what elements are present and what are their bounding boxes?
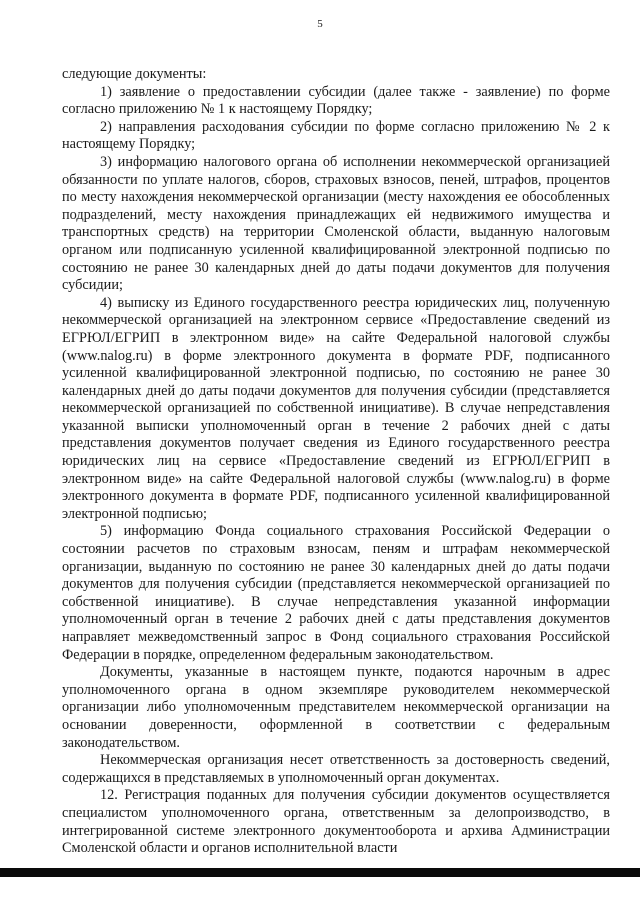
scan-edge-bar: [0, 868, 640, 877]
paragraph: следующие документы:: [62, 66, 207, 82]
list-item-egrul-extract: 4) выписку из Единого государственного реестра юридических лиц, полученную некоммерческой организацией на электронном сервисе «Предоставление сведений из ЕГРЮЛ/ЕГРИП в электронном виде» на сайте Федеральной налоговой службы (www.nalog.ru) в форме электронного документа в формате PDF, подписанного усиленной квалифицированной электронной подписью, по состоянию не ранее 30 календарных дней до даты подачи документов для получения субсидии (представляется некоммерческой организацией по собственной инициативе). В случае непредставления указанной выписки уполномоченный орган в течение 2 рабочих дней с даты представления документов получает сведения из Единого государственного реестра юридических лиц на сервисе «Предоставление сведений из ЕГРЮЛ/ЕГРИП в электронном виде» на сайте Федеральной налоговой службы (www.nalog.ru) в форме электронного документа в формате PDF, подписанного усиленной квалифицированной электронной подписью;: [62, 294, 610, 522]
paragraph-submission: Документы, указанные в настоящем пункте, подаются нарочным в адрес уполномоченного органа в одном экземпляре руководителем некоммерческой организации либо уполномоченным представителем некоммерческой организации на основании доверенности, оформленной в соответствии с федеральным законодательством.: [62, 664, 610, 751]
list-item-social-insurance-info: 5) информацию Фонда социального страхования Российской Федерации о состоянии расчетов по страховым взносам, пеням и штрафам некоммерческой организации, выданную по состоянию не ранее 30 календарных дней до даты подачи документов для получения субсидии (представляется некоммерческой организацией по собственной инициативе). В случае непредставления указанной информации уполномоченный орган в течение 2 рабочих дней с даты представления документов направляет межведомственный запрос в Фонд социального страхования Российской Федерации в порядке, определенном федеральным законодательством.: [62, 523, 610, 663]
document-body: [62, 66, 610, 858]
paragraph-responsibility: Некоммерческая организация несет ответственность за достоверность сведений, содержащихся в представляемых в уполномоченный орган документах.: [62, 752, 610, 786]
list-item-application: 1) заявление о предоставлении субсидии (далее также - заявление) по форме согласно приложению № 1 к настоящему Порядку;: [62, 83, 610, 118]
list-item-tax-authority-info: 3) информацию налогового органа об исполнении некоммерческой организацией обязанности по уплате налогов, сборов, страховых взносов, пеней, штрафов, процентов по месту нахождения некоммерческой организации (месту нахождения ее обособленных подразделений, месту нахождения принадлежащих ей недвижимого имущества и транспортных средств) на территории Смоленской области, выданную налоговым органом или подписанную усиленной квалифицированной электронной подписью по состоянию не ранее 30 календарных дней до даты подачи документов для получения субсидии;: [62, 153, 610, 294]
paragraph-registration: 12. Регистрация поданных для получения субсидии документов осуществляется специалистом уполномоченного органа, ответственным за делопроизводство, в интегрированной системе электронного документооборота и архива Администрации Смоленской области и органов исполнительной власти: [62, 787, 610, 857]
page-number: 5: [317, 18, 323, 30]
list-item-spending-directions: 2) направления расходования субсидии по форме согласно приложению № 2 к настоящему Порядку;: [62, 118, 610, 153]
